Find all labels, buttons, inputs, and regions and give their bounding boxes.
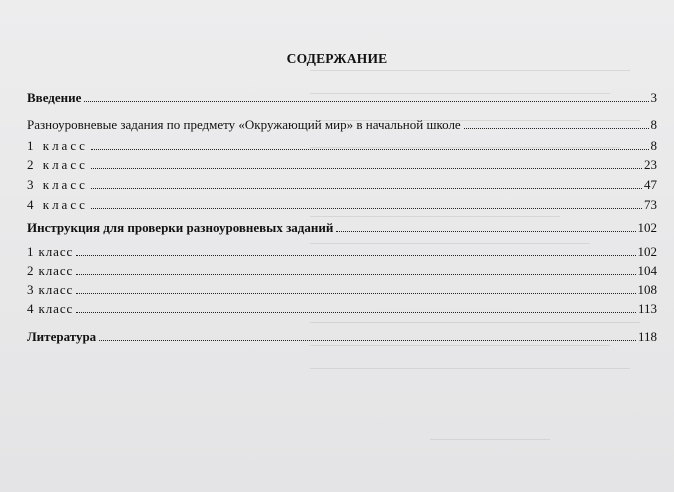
toc-entry-label: 3 класс: [27, 282, 74, 297]
toc-entry-page: 8: [650, 138, 657, 153]
dot-leader: [76, 254, 635, 256]
toc-entry-tasks-grade-2[interactable]: [27, 155, 657, 173]
toc-entry-page: 118: [637, 329, 657, 344]
toc-entry-page: 73: [644, 197, 657, 212]
toc-entry-instructions-section[interactable]: [27, 218, 657, 236]
toc-entry-label: Введение: [27, 90, 82, 105]
toc-entry-label: 4 класс: [27, 197, 88, 212]
toc-entry-page: 102: [637, 244, 657, 259]
toc-entry-page: 3: [650, 90, 657, 105]
toc-entry-tasks-grade-1[interactable]: [27, 136, 657, 154]
toc-entry-label: Разноуровневые задания по предмету «Окружающий мир» в начальной школе: [27, 117, 461, 132]
dot-leader: [464, 127, 649, 129]
toc-entry-label: Инструкция для проверки разноуровневых заданий: [27, 220, 334, 235]
dot-leader: [76, 292, 635, 294]
toc-entry-page: 23: [644, 157, 657, 172]
dot-leader: [91, 167, 642, 169]
toc-entry-label: 1 класс: [27, 138, 88, 153]
dot-leader: [76, 273, 635, 275]
toc-entry-page: 108: [637, 282, 657, 297]
toc-entry-page: 113: [637, 301, 657, 316]
toc-entry-instructions-grade-1[interactable]: [27, 242, 657, 260]
toc-entry-page: 8: [650, 117, 657, 132]
dot-leader: [91, 187, 642, 189]
toc-entry-introduction[interactable]: [27, 88, 657, 106]
dot-leader: [84, 100, 648, 102]
dot-leader: [99, 339, 636, 341]
toc-entry-tasks-grade-4[interactable]: [27, 195, 657, 213]
toc-entry-label: 1 класс: [27, 244, 74, 259]
toc-title: СОДЕРЖАНИЕ: [286, 51, 388, 66]
toc-entry-label: 2 класс: [27, 157, 88, 172]
toc-entry-page: 104: [637, 263, 657, 278]
dot-leader: [91, 148, 649, 150]
toc-entry-tasks-grade-3[interactable]: [27, 175, 657, 193]
toc-entry-instructions-grade-3[interactable]: [27, 280, 657, 298]
toc-entry-label: 3 класс: [27, 177, 88, 192]
toc-entry-label: 2 класс: [27, 263, 74, 278]
toc-entry-label: Литература: [27, 329, 97, 344]
dot-leader: [336, 230, 635, 232]
toc-entry-instructions-grade-4[interactable]: [27, 299, 657, 317]
toc-entry-instructions-grade-2[interactable]: [27, 261, 657, 279]
toc-entry-label: 4 класс: [27, 301, 74, 316]
toc-entry-page: 102: [637, 220, 657, 235]
toc-entry-page: 47: [644, 177, 657, 192]
toc-entry-literature[interactable]: [27, 327, 657, 345]
dot-leader: [91, 207, 642, 209]
dot-leader: [76, 311, 636, 313]
toc-entry-tasks-section[interactable]: [27, 115, 657, 133]
